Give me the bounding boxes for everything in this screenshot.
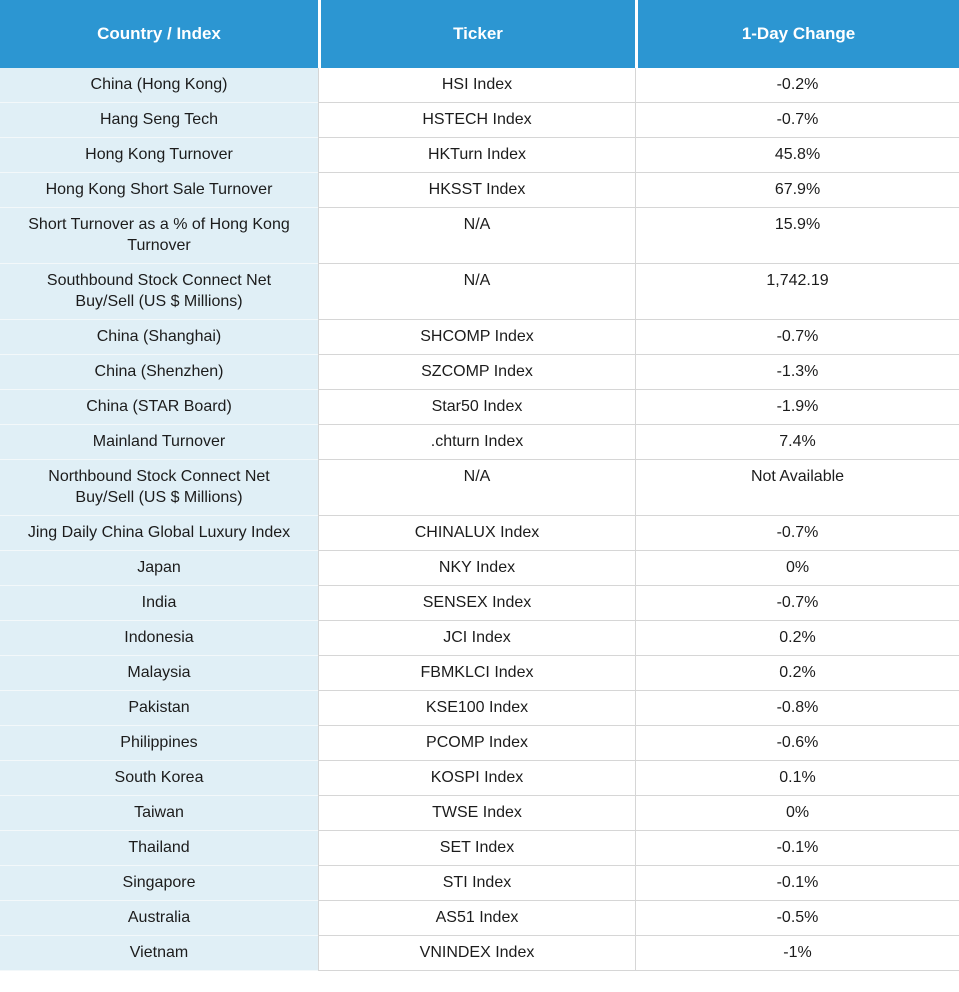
change-cell: 1,742.19 [635, 263, 959, 319]
table-row [0, 620, 959, 655]
country-cell: Jing Daily China Global Luxury Index [0, 515, 318, 550]
country-cell: Northbound Stock Connect Net Buy/Sell (US $ Millions) [0, 459, 318, 515]
country-cell: Indonesia [0, 620, 318, 655]
change-cell: -0.6% [635, 725, 959, 760]
country-cell: India [0, 585, 318, 620]
header-row [0, 0, 959, 68]
ticker-cell: FBMKLCI Index [318, 655, 635, 690]
table-row [0, 550, 959, 585]
table-row [0, 459, 959, 515]
country-cell: Vietnam [0, 935, 318, 971]
table-row [0, 900, 959, 935]
country-cell: Southbound Stock Connect Net Buy/Sell (US $ Millions) [0, 263, 318, 319]
change-cell: -0.2% [635, 68, 959, 102]
ticker-cell: Star50 Index [318, 389, 635, 424]
table-row [0, 102, 959, 137]
change-cell: 15.9% [635, 207, 959, 263]
table-row [0, 725, 959, 760]
ticker-cell: N/A [318, 459, 635, 515]
ticker-cell: SET Index [318, 830, 635, 865]
country-cell: Philippines [0, 725, 318, 760]
change-cell: -0.7% [635, 585, 959, 620]
change-cell: 0.2% [635, 620, 959, 655]
ticker-cell: HSTECH Index [318, 102, 635, 137]
ticker-cell: VNINDEX Index [318, 935, 635, 971]
ticker-cell: N/A [318, 263, 635, 319]
table-row [0, 68, 959, 102]
change-cell: -1% [635, 935, 959, 971]
ticker-cell: N/A [318, 207, 635, 263]
country-cell: Taiwan [0, 795, 318, 830]
ticker-cell: HKSST Index [318, 172, 635, 207]
ticker-cell: HKTurn Index [318, 137, 635, 172]
country-cell: Hang Seng Tech [0, 102, 318, 137]
table-row [0, 172, 959, 207]
change-cell: -0.7% [635, 102, 959, 137]
country-cell: China (STAR Board) [0, 389, 318, 424]
change-cell: -0.5% [635, 900, 959, 935]
table-row [0, 207, 959, 263]
ticker-cell: HSI Index [318, 68, 635, 102]
ticker-cell: NKY Index [318, 550, 635, 585]
country-cell: China (Hong Kong) [0, 68, 318, 102]
change-cell: 0% [635, 795, 959, 830]
table-row [0, 515, 959, 550]
table-row [0, 319, 959, 354]
ticker-cell: STI Index [318, 865, 635, 900]
table-row [0, 354, 959, 389]
column-header-country-index: Country / Index [0, 0, 318, 68]
column-header-1-day-change: 1-Day Change [635, 0, 959, 68]
column-header-ticker: Ticker [318, 0, 635, 68]
country-cell: South Korea [0, 760, 318, 795]
country-cell: Hong Kong Short Sale Turnover [0, 172, 318, 207]
ticker-cell: CHINALUX Index [318, 515, 635, 550]
table-row [0, 655, 959, 690]
ticker-cell: PCOMP Index [318, 725, 635, 760]
change-cell: 67.9% [635, 172, 959, 207]
ticker-cell: SZCOMP Index [318, 354, 635, 389]
change-cell: -0.7% [635, 319, 959, 354]
ticker-cell: KOSPI Index [318, 760, 635, 795]
table-row [0, 795, 959, 830]
country-cell: Malaysia [0, 655, 318, 690]
change-cell: 0% [635, 550, 959, 585]
change-cell: 0.2% [635, 655, 959, 690]
table-header [0, 0, 959, 68]
country-cell: Singapore [0, 865, 318, 900]
change-cell: 0.1% [635, 760, 959, 795]
ticker-cell: SENSEX Index [318, 585, 635, 620]
ticker-cell: TWSE Index [318, 795, 635, 830]
table-row [0, 865, 959, 900]
change-cell: -0.7% [635, 515, 959, 550]
country-cell: Mainland Turnover [0, 424, 318, 459]
table-row [0, 760, 959, 795]
table-row [0, 830, 959, 865]
table-row [0, 263, 959, 319]
ticker-cell: AS51 Index [318, 900, 635, 935]
change-cell: -0.1% [635, 865, 959, 900]
table-row [0, 389, 959, 424]
country-cell: Australia [0, 900, 318, 935]
country-cell: China (Shenzhen) [0, 354, 318, 389]
ticker-cell: KSE100 Index [318, 690, 635, 725]
table-row [0, 424, 959, 459]
table-row [0, 585, 959, 620]
ticker-cell: SHCOMP Index [318, 319, 635, 354]
ticker-cell: JCI Index [318, 620, 635, 655]
change-cell: -0.8% [635, 690, 959, 725]
change-cell: 45.8% [635, 137, 959, 172]
change-cell: Not Available [635, 459, 959, 515]
table-row [0, 137, 959, 172]
change-cell: -0.1% [635, 830, 959, 865]
country-cell: Japan [0, 550, 318, 585]
country-cell: China (Shanghai) [0, 319, 318, 354]
table-row [0, 690, 959, 725]
change-cell: -1.9% [635, 389, 959, 424]
country-cell: Hong Kong Turnover [0, 137, 318, 172]
country-cell: Thailand [0, 830, 318, 865]
change-cell: -1.3% [635, 354, 959, 389]
ticker-cell: .chturn Index [318, 424, 635, 459]
country-cell: Short Turnover as a % of Hong Kong Turnover [0, 207, 318, 263]
table-row [0, 935, 959, 971]
country-cell: Pakistan [0, 690, 318, 725]
table-body [0, 68, 959, 971]
change-cell: 7.4% [635, 424, 959, 459]
